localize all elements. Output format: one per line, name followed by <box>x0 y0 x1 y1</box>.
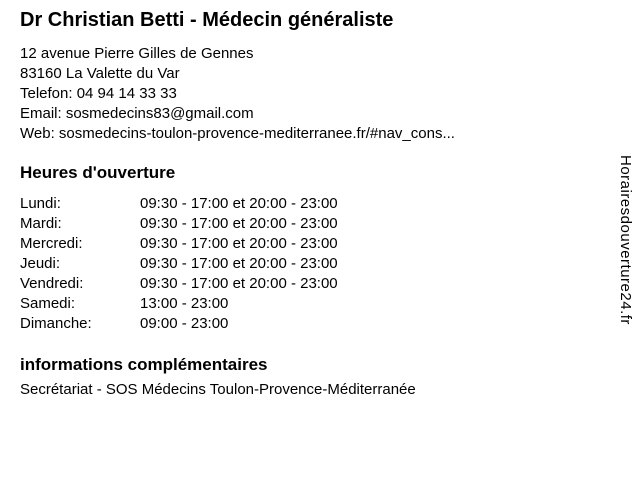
site-watermark: Horairesdouverture24.fr <box>617 155 634 325</box>
day-label: Mardi: <box>20 215 62 232</box>
hours-value: 09:30 - 17:00 et 20:00 - 23:00 <box>140 275 338 292</box>
table-row <box>20 294 338 314</box>
day-label: Vendredi: <box>20 275 84 292</box>
additional-info-heading: informations complémentaires <box>20 355 268 374</box>
additional-info-text: Secrétariat - SOS Médecins Toulon-Provence-Méditerranée <box>20 381 416 398</box>
email-line: Email: sosmedecins83@gmail.com <box>20 105 254 122</box>
day-label: Mercredi: <box>20 235 83 252</box>
address-line-2: 83160 La Valette du Var <box>20 65 180 82</box>
day-label: Lundi: <box>20 195 61 212</box>
table-row <box>20 194 338 214</box>
website-link[interactable]: Web: sosmedecins-toulon-provence-mediterranee.fr/#nav_cons... <box>20 125 455 142</box>
table-row <box>20 274 338 294</box>
address-line-1: 12 avenue Pierre Gilles de Gennes <box>20 45 254 62</box>
hours-value: 09:30 - 17:00 et 20:00 - 23:00 <box>140 255 338 272</box>
hours-value: 09:00 - 23:00 <box>140 315 229 332</box>
table-row <box>20 214 338 234</box>
day-label: Dimanche: <box>20 315 92 332</box>
opening-hours-table <box>20 194 338 334</box>
day-label: Jeudi: <box>20 255 61 272</box>
contact-block <box>20 44 455 144</box>
table-row <box>20 254 338 274</box>
phone-line: Telefon: 04 94 14 33 33 <box>20 85 177 102</box>
hours-value: 09:30 - 17:00 et 20:00 - 23:00 <box>140 235 338 252</box>
site-watermark-container <box>617 0 634 480</box>
opening-hours-heading: Heures d'ouverture <box>20 163 176 182</box>
hours-value: 09:30 - 17:00 et 20:00 - 23:00 <box>140 195 338 212</box>
hours-value: 09:30 - 17:00 et 20:00 - 23:00 <box>140 215 338 232</box>
table-row <box>20 314 338 334</box>
page-title: Dr Christian Betti - Médecin généraliste <box>20 9 394 31</box>
day-label: Samedi: <box>20 295 76 312</box>
table-row <box>20 234 338 254</box>
hours-value: 13:00 - 23:00 <box>140 295 229 312</box>
